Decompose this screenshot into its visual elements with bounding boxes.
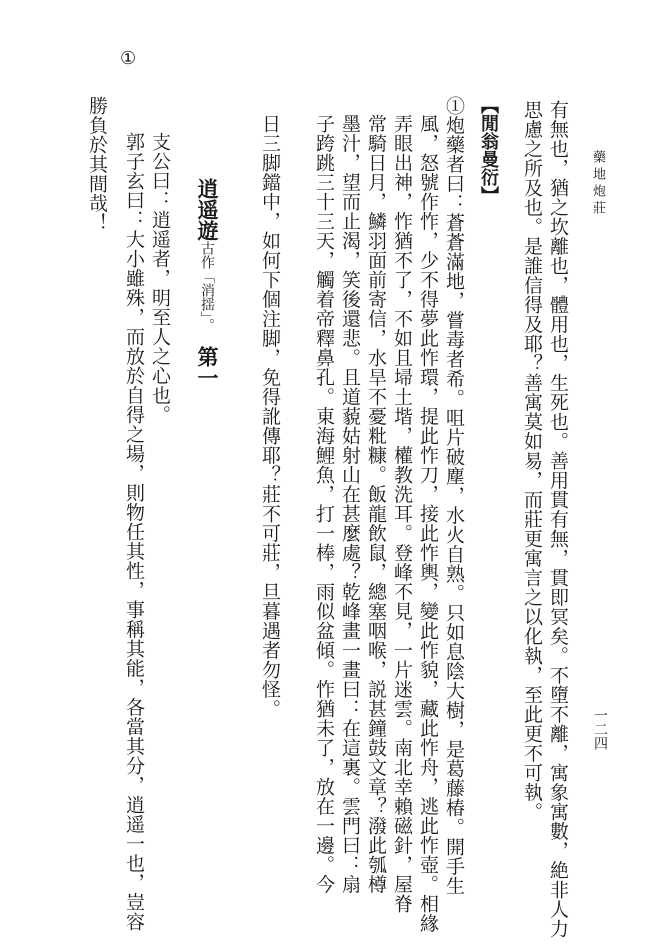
footnote-marker: ① (120, 48, 137, 69)
commentary-column-1: ①炮藥者曰：蒼蒼滿地，嘗毒者希。咀片破塵，水火自熟。只如息陰大樹，是葛藤椿。開手生 (443, 96, 465, 896)
annotation-column-2: 郭子玄曰：大小雖殊，而放於自得之場，則物任其性，事稱其能，各當其分，逍遥一也，豈容 (123, 132, 145, 932)
commentary-column-3: 弄眼出神，怍猶不了，不如且埽土堦，權教洗耳。登峰不見，一片迷雲。南北幸賴磁針，屋脊 (391, 114, 413, 914)
text-column-2: 思慮之所及也。是誰信得及耶？善寓莫如易，而莊更寓言之以化執，至此更不可執。 (521, 100, 543, 822)
annotation-column-1: 支公曰：逍遥者，明至人之心也。 (149, 132, 171, 425)
section-title: 【閒翁曼衍】 (478, 96, 499, 204)
chapter-title: 逍遥遊 (195, 178, 220, 241)
annotation-column-3: 勝負於其間哉！ (86, 96, 108, 233)
commentary-column-7: 日三脚鐺中，如何下個注脚，免得訛傳耶？莊不可莊，旦暮遇者勿怪。 (259, 114, 281, 719)
text-column-1: 有無也，猶之坎離也，體用也，生死也。善用貫有無，貫即冥矣。不墮不離，寓象寓數，絶非人力 (547, 100, 569, 939)
commentary-column-6: 子跨跳三十三天，觸着帝釋鼻孔。東海鯉魚，打一棒，雨似盆傾。怍猶未了，放在一邊。今 (313, 114, 335, 894)
book-title: 藥地炮莊 (590, 150, 605, 218)
chapter-heading (192, 178, 222, 388)
chapter-number: 第一 (195, 346, 220, 388)
commentary-column-4: 常騎日月，鱗羽面前寄信，水旱不憂粃糠。飯龍飲鼠，總塞咽喉，説甚鐘鼓文章？潑此瓠樽 (365, 114, 387, 894)
chapter-note: 古作「消揺」。 (199, 241, 215, 332)
commentary-column-5: 墨汁，望而止渴，笑後還悲。且道藐姑射山在甚麼處？乾峰畫一畫曰：在這裏。雲門曰：扇 (339, 114, 361, 894)
commentary-column-2: 風，怒號作怍，少不得夢此怍環，提此怍刀，接此怍輿，變此怍貌，藏此怍舟，逃此怍壺。相緣 (417, 114, 439, 933)
page-number: 一二四 (592, 708, 608, 750)
